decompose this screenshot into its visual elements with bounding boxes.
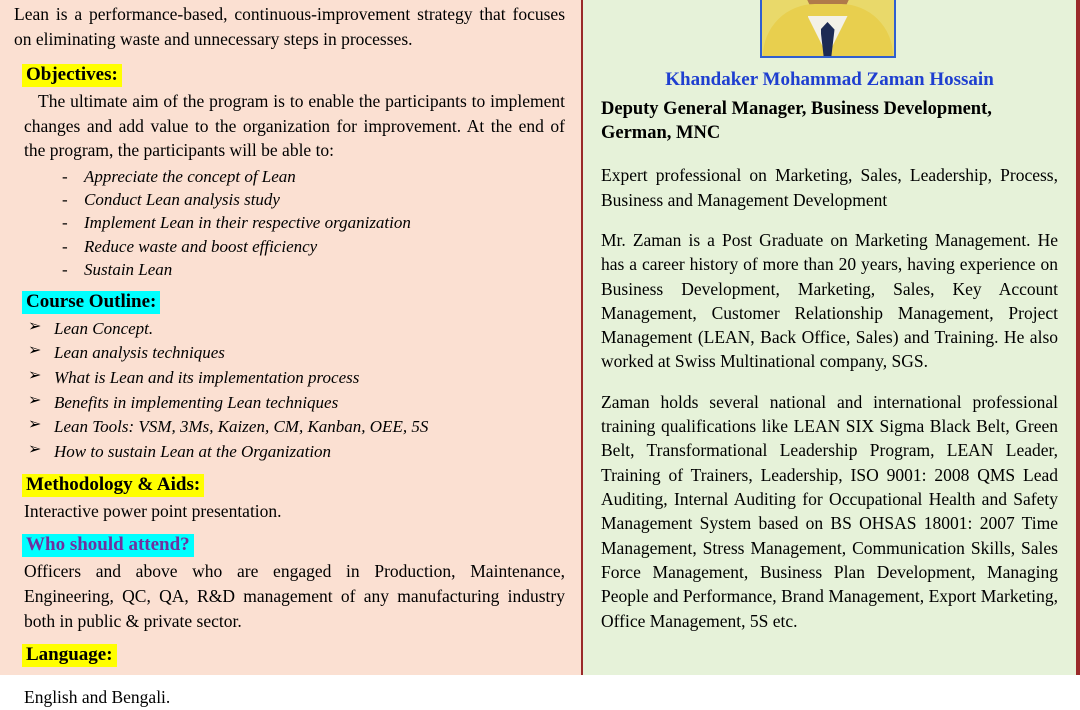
- objectives-list: [14, 165, 569, 281]
- lean-intro-paragraph: Lean is a performance-based, continuous-improvement strategy that focuses on eliminating waste and unnecessary steps in processes.: [14, 4, 565, 49]
- dash-bullet-icon: -: [62, 167, 68, 187]
- list-item: [26, 366, 569, 389]
- avatar: [760, 0, 896, 58]
- list-item-label: Lean analysis techniques: [54, 343, 225, 363]
- trainer-role: Deputy General Manager, Business Development, German, MNC: [601, 98, 992, 144]
- list-item: [26, 415, 569, 438]
- objectives-paragraph: The ultimate aim of the program is to enable the participants to implement changes and add value to the organization for improvement. At the end of the program, the participants will be able to:: [24, 90, 565, 161]
- right-edge-border: [1076, 0, 1078, 675]
- objectives-heading: Objectives:: [22, 64, 122, 87]
- methodology-paragraph: Interactive power point presentation.: [24, 501, 282, 522]
- list-item: [62, 188, 569, 211]
- list-item: [62, 258, 569, 281]
- trainer-bio-second: Zaman holds several national and international professional training qualifications like LEAN SIX Sigma Black Belt, Green Belt, Transformational Leadership Program, LEAN Leader, Training of Trainers, Leadership, ISO 9001: 2008 QMS Lead Auditing, Internal Auditing for Occupational Health and Safety Management System based on BS OHSAS 18001: 2007 Time Management, Stress Management, Communication Skills, Sales Force Management, Business Plan Development, Managing People and Performance, Brand Management, Export Marketing, Office Management, 5S etc.: [601, 391, 1058, 631]
- trainer-name: Khandaker Mohammad Zaman Hossain: [665, 69, 994, 90]
- arrow-bullet-icon: ➢: [28, 317, 42, 335]
- list-item: [26, 317, 569, 340]
- arrow-bullet-icon: ➢: [28, 391, 42, 409]
- list-item: [26, 440, 569, 463]
- list-item-label: Benefits in implementing Lean techniques: [54, 392, 339, 412]
- who-should-attend-paragraph: Officers and above who are engaged in Production, Maintenance, Engineering, QC, QA, R&D management of any manufacturing industry both in public & private sector.: [24, 561, 565, 631]
- who-should-attend-heading: Who should attend?: [22, 534, 194, 557]
- dash-bullet-icon: -: [62, 259, 68, 279]
- language-paragraph: English and Bengali.: [24, 687, 171, 708]
- list-item-label: Lean Tools: VSM, 3Ms, Kaizen, CM, Kanban, OEE, 5S: [54, 417, 429, 437]
- course-outline-list: [14, 317, 569, 463]
- arrow-bullet-icon: ➢: [28, 416, 42, 434]
- list-item-label: What is Lean and its implementation process: [54, 367, 360, 387]
- list-item-label: Lean Concept.: [54, 318, 154, 338]
- arrow-bullet-icon: ➢: [28, 342, 42, 360]
- list-item: [62, 235, 569, 258]
- list-item: [62, 211, 569, 234]
- list-item-label: Conduct Lean analysis study: [84, 190, 280, 210]
- dash-bullet-icon: -: [62, 190, 68, 210]
- arrow-bullet-icon: ➢: [28, 440, 42, 458]
- language-heading: Language:: [22, 644, 117, 667]
- dash-bullet-icon: -: [62, 213, 68, 233]
- dash-bullet-icon: -: [62, 236, 68, 256]
- list-item: [62, 165, 569, 188]
- list-item-label: How to sustain Lean at the Organization: [54, 441, 332, 461]
- arrow-bullet-icon: ➢: [28, 366, 42, 384]
- trainer-expertise: Expert professional on Marketing, Sales, Leadership, Process, Business and Management Development: [601, 165, 1058, 210]
- trainer-photo-wrap: [760, 0, 900, 58]
- list-item-label: Implement Lean in their respective organization: [84, 213, 411, 233]
- trainer-bio-first: Mr. Zaman is a Post Graduate on Marketing Management. He has a career history of more than 20 years, having experience on Business Development, Marketing, Sales, Key Account Management, Customer Relationship Management, Project Management (LEAN, Back Office, Sales) and Training. He also worked at Swiss Multinational company, SGS.: [601, 229, 1058, 372]
- list-item: [26, 391, 569, 414]
- list-item-label: Reduce waste and boost efficiency: [84, 236, 318, 256]
- list-item: [26, 341, 569, 364]
- course-outline-heading: Course Outline:: [22, 291, 160, 314]
- right-column: [583, 0, 1080, 675]
- methodology-heading: Methodology & Aids:: [22, 474, 204, 497]
- list-item-label: Sustain Lean: [84, 259, 173, 279]
- list-item-label: Appreciate the concept of Lean: [84, 167, 296, 187]
